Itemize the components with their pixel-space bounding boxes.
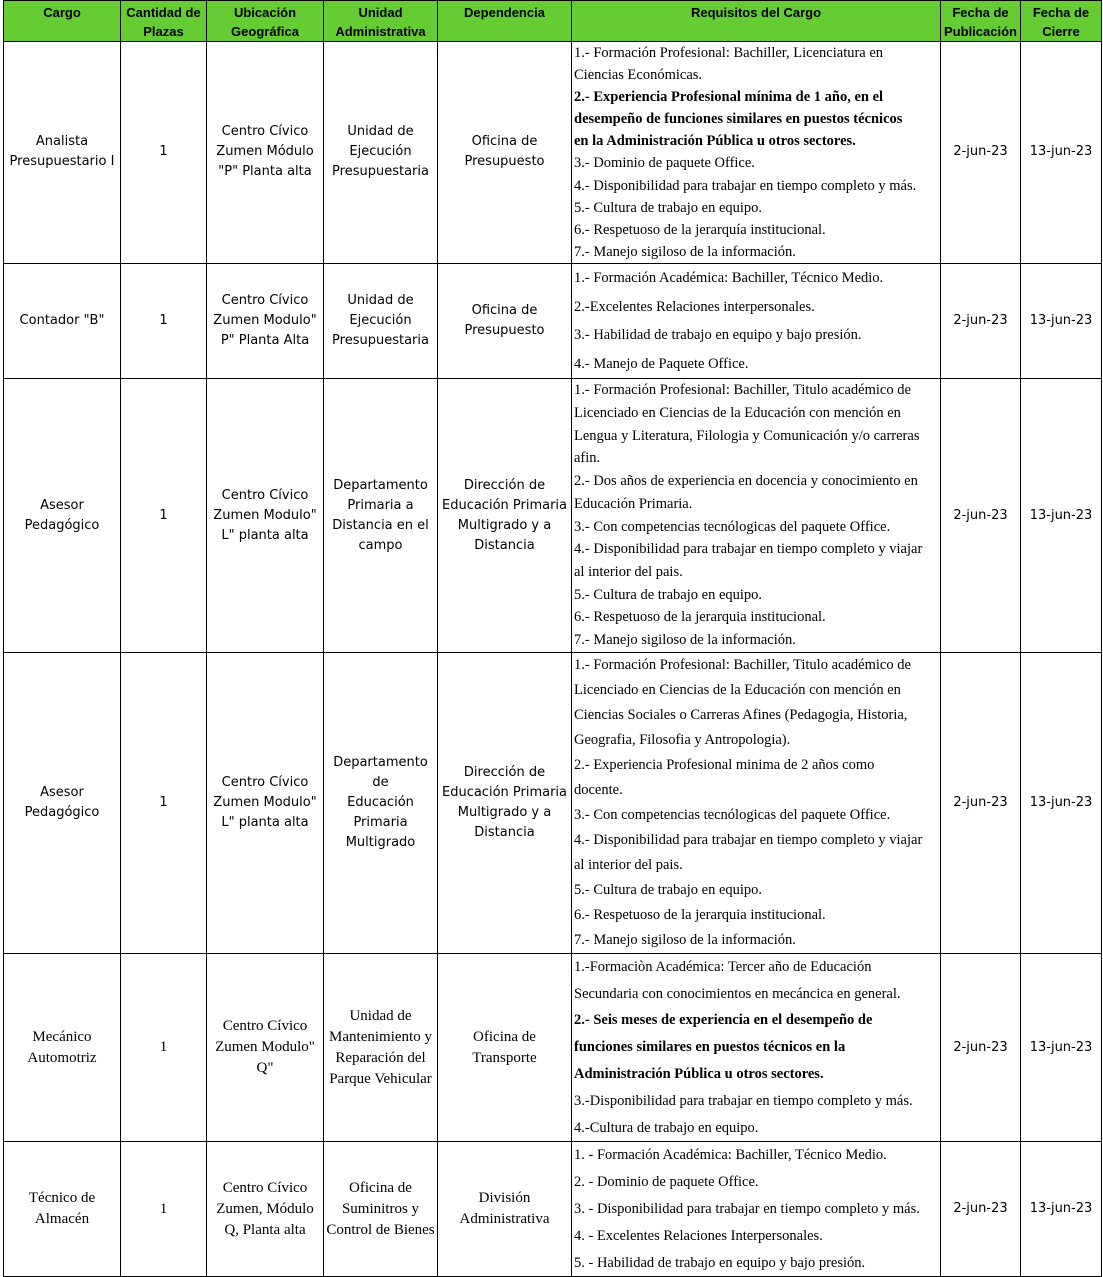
dependencia-cell: Dirección de Educación Primaria Multigrado y a Distancia — [438, 379, 572, 652]
dependencia-cell: Oficina de Presupuesto — [438, 42, 572, 264]
unidad-cell: Unidad de Ejecución Presupuestaria — [324, 263, 438, 378]
ubicacion-cell: Centro Cívico Zumen Modulo" L" planta alta — [207, 379, 324, 652]
ubicacion-cell: Centro Cívico Zumen Modulo" Q" — [207, 953, 324, 1142]
header-cargo: Cargo — [4, 1, 121, 42]
table-row — [4, 1142, 1102, 1277]
cargo-cell: Asesor Pedagógico — [4, 379, 121, 652]
ubicacion-cell: Centro Cívico Zumen Modulo" L" planta alta — [207, 652, 324, 953]
requisitos-cell: 1.- Formación Profesional: Bachiller, Licenciatura en Ciencias Económicas. 2.- Experiencia Profesional mínima de 1 año, en el desempeño de funciones similares en puestos técnicos en la Administración Pública u otros sectores. 3.- Dominio de paquete Office. 4.- Disponibilidad para trabajar en tiempo completo y más. 5.- Cultura de trabajo en equipo. 6.- Respetuoso de la jerarquía institucional. 7.- Manejo sigiloso de la información. — [572, 42, 941, 264]
cantidad-cell: 1 — [121, 42, 207, 264]
table-row — [4, 652, 1102, 953]
cargo-cell: Contador "B" — [4, 263, 121, 378]
ubicacion-cell: Centro Cívico Zumen, Módulo Q, Planta alta — [207, 1142, 324, 1277]
dependencia-cell: Oficina de Presupuesto — [438, 263, 572, 378]
table-row — [4, 42, 1102, 264]
header-cantidad: Cantidad de Plazas — [121, 1, 207, 42]
header-row — [4, 1, 1102, 42]
fecha-publicacion-cell: 2-jun-23 — [941, 42, 1021, 264]
dependencia-cell: Oficina de Transporte — [438, 953, 572, 1142]
cantidad-cell: 1 — [121, 652, 207, 953]
fecha-publicacion-cell: 2-jun-23 — [941, 652, 1021, 953]
fecha-publicacion-cell: 2-jun-23 — [941, 1142, 1021, 1277]
job-postings-table — [3, 0, 1102, 1277]
cantidad-cell: 1 — [121, 263, 207, 378]
fecha-cierre-cell: 13-jun-23 — [1021, 263, 1102, 378]
unidad-cell: Departamento Primaria a Distancia en el campo — [324, 379, 438, 652]
cargo-cell: Mecánico Automotriz — [4, 953, 121, 1142]
header-fecha-cierre: Fecha de Cierre — [1021, 1, 1102, 42]
cantidad-cell: 1 — [121, 1142, 207, 1277]
cargo-cell: Analista Presupuestario I — [4, 42, 121, 264]
unidad-cell: Oficina de Suminitros y Control de Bienes — [324, 1142, 438, 1277]
requisitos-cell: 1.- Formación Profesional: Bachiller, Titulo académico de Licenciado en Ciencias de la Educación con mención en Ciencias Sociales o Carreras Afines (Pedagogia, Historia, Geografia, Filosofia y Antropologia). 2.- Experiencia Profesional minima de 2 años como docente. 3.- Con competencias tecnólogicas del paquete Office. 4.- Disponibilidad para trabajar en tiempo completo y viajar al interior del pais. 5.- Cultura de trabajo en equipo. 6.- Respetuoso de la jerarquia institucional. 7.- Manejo sigiloso de la información. — [572, 652, 941, 953]
header-fecha-publicacion: Fecha de Publicación — [941, 1, 1021, 42]
header-ubicacion: Ubicación Geográfica — [207, 1, 324, 42]
fecha-cierre-cell: 13-jun-23 — [1021, 652, 1102, 953]
fecha-cierre-cell: 13-jun-23 — [1021, 379, 1102, 652]
dependencia-cell: División Administrativa — [438, 1142, 572, 1277]
requisitos-cell: 1. - Formación Académica: Bachiller, Técnico Medio. 2. - Dominio de paquete Office. 3. - Disponibilidad para trabajar en tiempo completo y más. 4. - Excelentes Relaciones Interpersonales. 5. - Habilidad de trabajo en equipo y bajo presión. — [572, 1142, 941, 1277]
fecha-cierre-cell: 13-jun-23 — [1021, 1142, 1102, 1277]
ubicacion-cell: Centro Cívico Zumen Módulo "P" Planta alta — [207, 42, 324, 264]
table-row — [4, 953, 1102, 1142]
requisitos-cell: 1.-Formaciòn Académica: Tercer año de Educación Secundaria con conocimientos en mecáncica en general. 2.- Seis meses de experiencia en el desempeño de funciones similares en puestos técnicos en la Administración Pública u otros sectores. 3.-Disponibilidad para trabajar en tiempo completo y más. 4.-Cultura de trabajo en equipo. — [572, 953, 941, 1142]
cargo-cell: Asesor Pedagógico — [4, 652, 121, 953]
requisitos-cell: 1.- Formación Académica: Bachiller, Técnico Medio. 2.-Excelentes Relaciones interpersonales. 3.- Habilidad de trabajo en equipo y bajo presión. 4.- Manejo de Paquete Office. — [572, 263, 941, 378]
fecha-publicacion-cell: 2-jun-23 — [941, 379, 1021, 652]
ubicacion-cell: Centro Cívico Zumen Modulo" P" Planta Alta — [207, 263, 324, 378]
cargo-cell: Técnico de Almacén — [4, 1142, 121, 1277]
header-requisitos: Requisitos del Cargo — [572, 1, 941, 42]
table-row — [4, 379, 1102, 652]
unidad-cell: Unidad de Mantenimiento y Reparación del Parque Vehicular — [324, 953, 438, 1142]
cantidad-cell: 1 — [121, 379, 207, 652]
fecha-cierre-cell: 13-jun-23 — [1021, 42, 1102, 264]
table-row — [4, 263, 1102, 378]
fecha-publicacion-cell: 2-jun-23 — [941, 263, 1021, 378]
header-dependencia: Dependencia — [438, 1, 572, 42]
fecha-publicacion-cell: 2-jun-23 — [941, 953, 1021, 1142]
requisitos-cell: 1.- Formación Profesional: Bachiller, Titulo académico de Licenciado en Ciencias de la Educación con mención en Lengua y Literatura, Filologia y Comunicación y/o carreras afin. 2.- Dos años de experiencia en docencia y conocimiento en Educación Primaria. 3.- Con competencias tecnólogicas del paquete Office. 4.- Disponibilidad para trabajar en tiempo completo y viajar al interior del pais. 5.- Cultura de trabajo en equipo. 6.- Respetuoso de la jerarquia institucional. 7.- Manejo sigiloso de la información. — [572, 379, 941, 652]
fecha-cierre-cell: 13-jun-23 — [1021, 953, 1102, 1142]
unidad-cell: Departamento de Educación Primaria Multigrado — [324, 652, 438, 953]
unidad-cell: Unidad de Ejecución Presupuestaria — [324, 42, 438, 264]
header-unidad: Unidad Administrativa — [324, 1, 438, 42]
cantidad-cell: 1 — [121, 953, 207, 1142]
dependencia-cell: Dirección de Educación Primaria Multigrado y a Distancia — [438, 652, 572, 953]
